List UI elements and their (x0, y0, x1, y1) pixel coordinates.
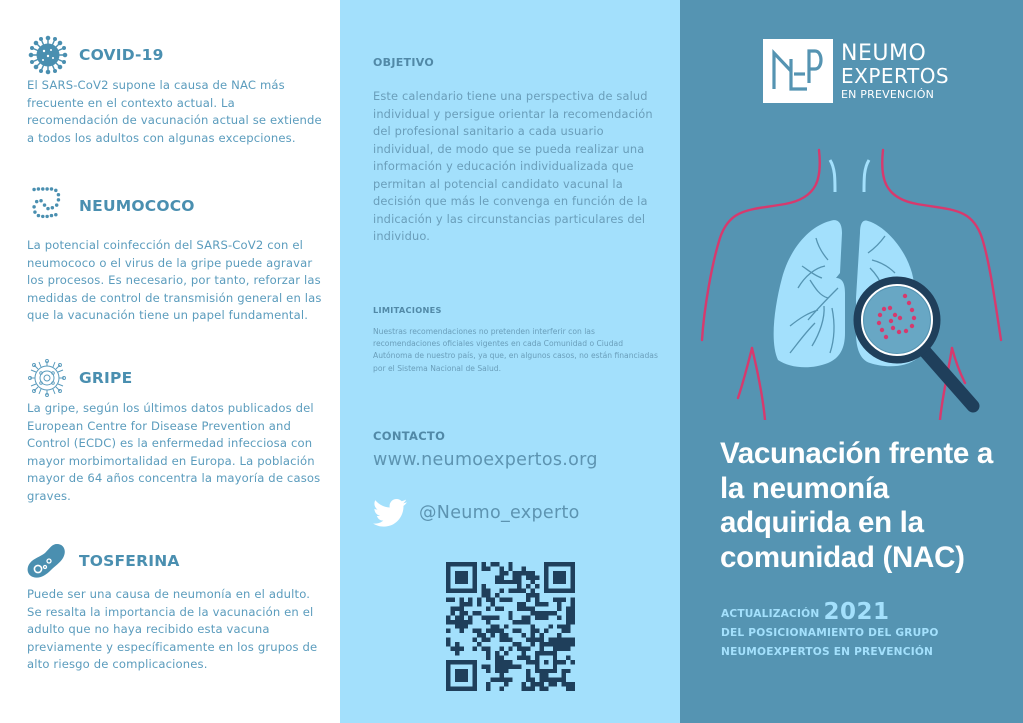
website-link[interactable]: www.neumoexpertos.org (373, 450, 598, 470)
logo-line-1: NEUMO (841, 40, 927, 66)
update-line-2: DEL POSICIONAMIENTO DEL GRUPO (721, 627, 939, 639)
section-gripe (27, 358, 327, 505)
section-body: Puede ser una causa de neumonía en el adulto. Se resalta la importancia de la vacunación en el adulto que no haya recibido esta vacuna previamente y específicamente en los grupos de alto riesgo de complicaciones. (27, 587, 318, 671)
update-line-3: NEUMOEXPERTOS EN PREVENCIÓN (721, 646, 934, 658)
update-prefix: ACTUALIZACIÓN (721, 608, 820, 620)
section-body: El SARS-CoV2 supone la causa de NAC más frecuente en el contexto actual. La recomendación de vacunación actual se extiende a todos los adultos con algunas excepciones. (27, 78, 322, 145)
objetivo-body: Este calendario tiene una perspectiva de salud individual y persigue orientar la recomendación del profesional sanitario a cada usuario individual, de modo que se pueda realizar una información y educación individualizada que permitan al potencial candidato vacunal la decisión que más le convenga en función de la indicación y las circunstancias particulares del individuo. (373, 89, 653, 243)
logo-line-2: EXPERTOS (841, 63, 950, 88)
lungs-magnifier-illustration (690, 148, 1023, 420)
neumoexpertos-logo (763, 39, 949, 103)
qr-code[interactable] (446, 562, 575, 691)
virus-icon (27, 35, 69, 75)
magnifier-icon (858, 281, 973, 406)
section-neumococo (27, 183, 327, 325)
section-title: GRIPE (79, 369, 133, 387)
update-year: 2021 (823, 599, 890, 625)
section-title: COVID-19 (79, 46, 164, 64)
logo-line-3: EN PREVENCIÓN (841, 87, 935, 101)
twitter-handle: @Neumo_experto (419, 503, 580, 523)
influenza-virus-icon (27, 358, 69, 398)
contacto-heading: CONTACTO (373, 429, 446, 443)
limitaciones-heading: LIMITACIONES (373, 305, 442, 315)
nep-logo-mark (763, 39, 833, 103)
left-panel (0, 0, 340, 723)
objetivo-heading: OBJETIVO (373, 56, 435, 69)
section-body: La gripe, según los últimos datos publicados del European Centre for Disease Prevention and Control (ECDC) es la enfermedad infecciosa con mayor morbimortalidad en Europa. La población mayor de 64 años concentra la mayoría de casos graves. (27, 401, 321, 503)
twitter-bird-icon (373, 498, 407, 528)
section-tosferina (27, 541, 327, 674)
bacterium-icon (27, 541, 69, 581)
main-title: Vacunación frente a la neumonía adquirida en la comunidad (NAC) (720, 437, 994, 574)
twitter-link[interactable] (373, 498, 580, 528)
section-title: NEUMOCOCO (79, 197, 195, 215)
update-note (721, 599, 1011, 662)
bacteria-chain-icon (27, 186, 69, 226)
section-title: TOSFERINA (79, 552, 180, 570)
section-body: La potencial coinfección del SARS-CoV2 con el neumococo o el virus de la gripe puede agravar los procesos. Es necesario, por tanto, reforzar las medidas de control de transmisión general en las que la vacunación tiene un papel fundamental. (27, 238, 322, 322)
limitaciones-body: Nuestras recomendaciones no pretenden interferir con las recomendaciones oficiales vigentes en cada Comunidad o Ciudad Autónoma de nuestro país, ya que, en algunos casos, no están financiadas por el Sistema Nacional de Salud. (373, 327, 658, 373)
section-covid (27, 35, 327, 147)
